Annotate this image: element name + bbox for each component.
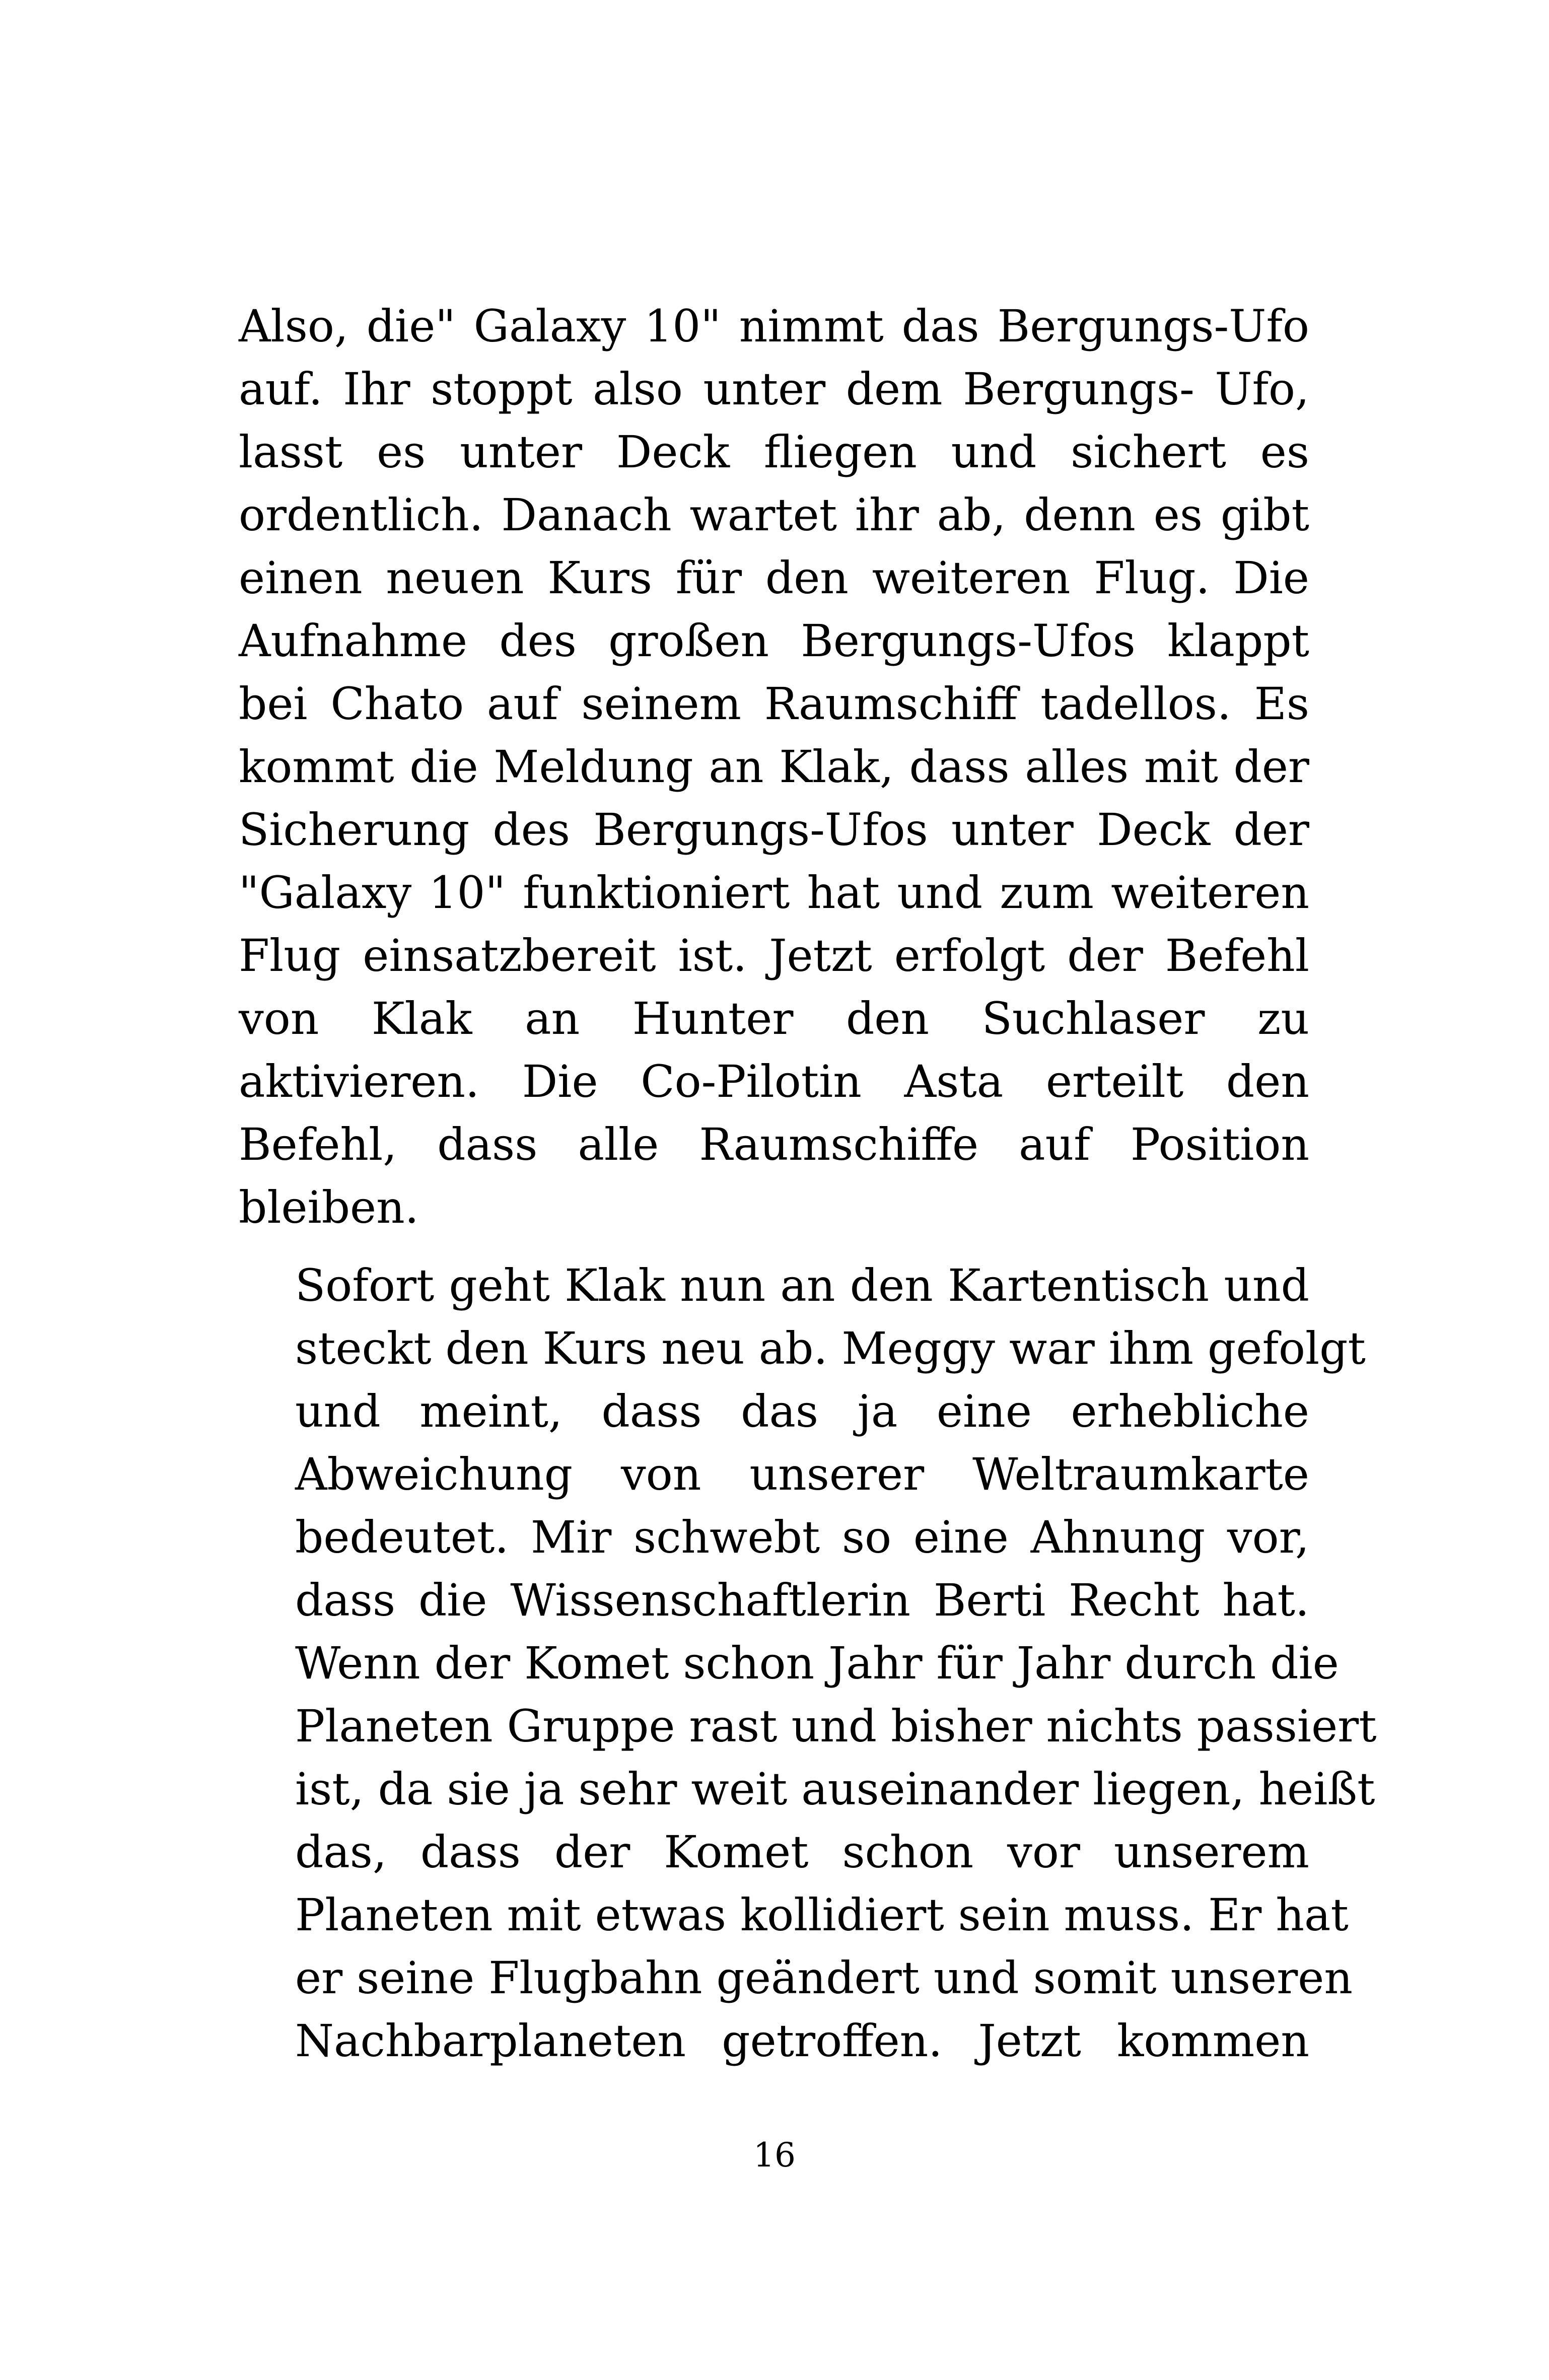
text-line: ordentlich. Danach wartet ihr ab, denn es gibt xyxy=(239,489,1309,541)
text-line: Planeten mit etwas kollidiert sein muss. Er hat xyxy=(295,1889,1349,1941)
text-line: steckt den Kurs neu ab. Meggy war ihm gefolgt xyxy=(295,1322,1366,1374)
text-line: "Galaxy 10" funktioniert hat und zum weiteren xyxy=(239,867,1309,919)
text-line: aktivieren. Die Co-Pilotin Asta erteilt den xyxy=(239,1056,1309,1107)
text-line: bleiben. xyxy=(239,1181,419,1233)
paragraph-2 xyxy=(239,1254,1377,2072)
text-line: kommt die Meldung an Klak, dass alles mit der xyxy=(239,741,1309,793)
text-line: ist, da sie ja sehr weit auseinander liegen, heißt xyxy=(295,1763,1375,1815)
text-line: Sicherung des Bergungs-Ufos unter Deck der xyxy=(239,804,1309,856)
text-line: Also, die" Galaxy 10" nimmt das Bergungs-Ufo xyxy=(239,300,1309,352)
text-line: er seine Flugbahn geändert und somit unseren xyxy=(295,1952,1353,2004)
text-line: Abweichung von unserer Weltraumkarte xyxy=(295,1448,1309,1500)
text-line: Aufnahme des großen Bergungs-Ufos klappt xyxy=(239,615,1309,667)
text-line: dass die Wissenschaftlerin Berti Recht hat. xyxy=(295,1574,1309,1626)
text-line: Befehl, dass alle Raumschiffe auf Position xyxy=(239,1118,1309,1170)
text-line: das, dass der Komet schon vor unserem xyxy=(295,1826,1309,1878)
text-line: von Klak an Hunter den Suchlaser zu xyxy=(239,993,1309,1044)
text-line: Sofort geht Klak nun an den Kartentisch und xyxy=(295,1259,1309,1311)
text-line: Flug einsatzbereit ist. Jetzt erfolgt der Befehl xyxy=(239,930,1309,982)
paragraph-1 xyxy=(239,295,1309,1239)
text-line: Wenn der Komet schon Jahr für Jahr durch die xyxy=(295,1637,1339,1689)
text-line: bei Chato auf seinem Raumschiff tadellos. Es xyxy=(239,678,1309,730)
text-line: lasst es unter Deck fliegen und sichert es xyxy=(239,426,1309,478)
text-line: auf. Ihr stoppt also unter dem Bergungs- Ufo, xyxy=(239,363,1309,415)
page-number: 16 xyxy=(753,2136,796,2175)
body-text xyxy=(239,295,1377,2072)
text-line: und meint, dass das ja eine erhebliche xyxy=(295,1385,1309,1437)
text-line: bedeutet. Mir schwebt so eine Ahnung vor, xyxy=(295,1511,1309,1563)
text-line: einen neuen Kurs für den weiteren Flug. Die xyxy=(239,552,1309,604)
text-line: Planeten Gruppe rast und bisher nichts passiert xyxy=(295,1700,1377,1752)
text-line: Nachbarplaneten getroffen. Jetzt kommen xyxy=(295,2015,1309,2067)
